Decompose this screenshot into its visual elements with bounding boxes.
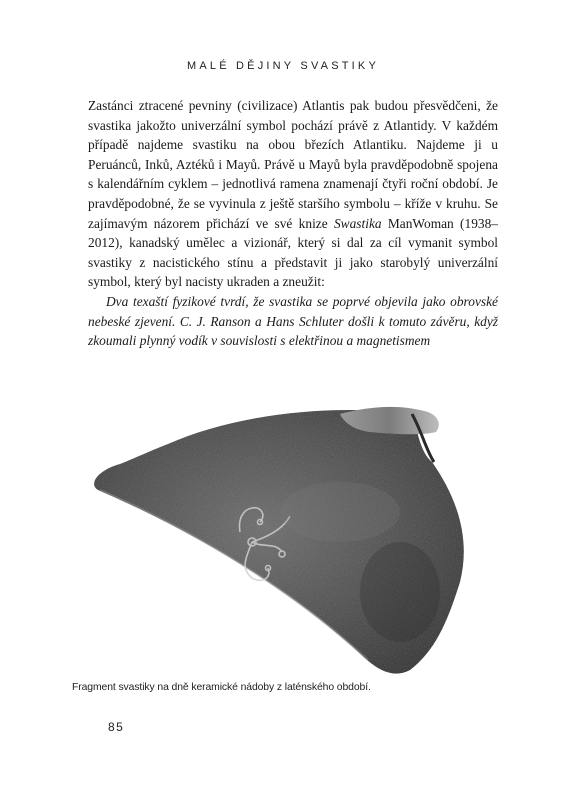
paragraph-text-continued: ManWoman (1938–2012), kanadský umělec a vizionář, který si dal za cíl vymanit symbol svastiky z nacistického stínu a představit ji jako starobylý univerzální symbol, který byl nacisty ukraden a zneužit: <box>88 215 498 290</box>
body-text <box>88 96 498 351</box>
running-head: MALÉ DĚJINY SVASTIKY <box>187 60 379 72</box>
paragraph <box>88 96 498 292</box>
figure-caption: Fragment svastiky na dně keramické nádoby z laténského období. <box>72 682 371 693</box>
page-number: 85 <box>108 720 125 734</box>
quote-paragraph: Dva texaští fyzikové tvrdí, že svastika se poprvé objevila jako obrovské nebeské zjevení. C. J. Ranson a Hans Schluter došli k tomuto závěru, když zkoumali plynný vodík v souvislosti s elektřinou a magnetismem <box>88 293 498 349</box>
pottery-fragment-photo <box>40 392 520 682</box>
paragraph-text: Zastánci ztracené pevniny (civilizace) Atlantis pak budou přesvědčeni, že svastika jakožto univerzální symbol pochází právě z Atlantidy. V každém případě najdeme svastiku na obou březích Atlantiku. Najdeme ji u Peruánců, Inků, Aztéků i Mayů. Právě u Mayů byla pravděpodobně spojena s kalendářním cyklem – jednotlivá ramena znamenají čtyři roční období. Je pravděpodobné, že se vyvinula z ještě staršího symbolu – kříže v kruhu. Se zajímavým názorem přichází ve své knize <box>88 98 498 231</box>
pottery-fragment-image <box>40 392 520 682</box>
book-title: Swastika <box>333 215 382 231</box>
